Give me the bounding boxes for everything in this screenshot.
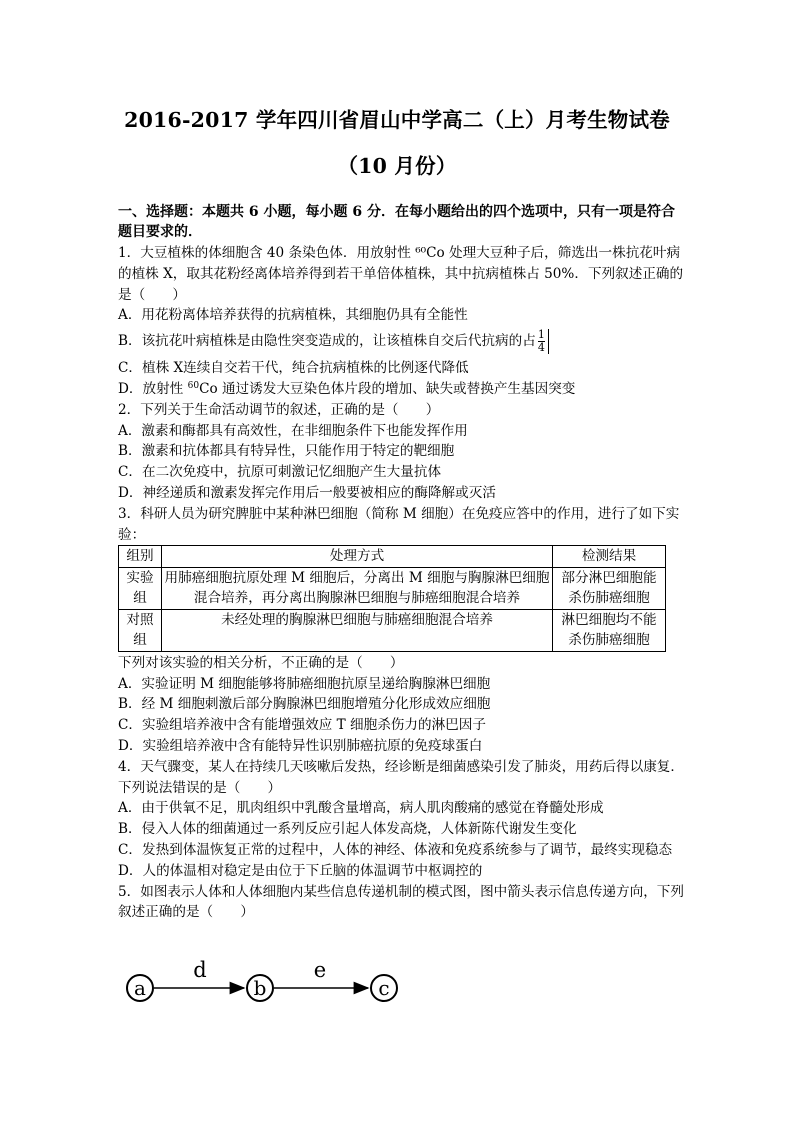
table-cell: 淋巴细胞均不能杀伤肺癌细胞: [553, 609, 666, 651]
q1-option-b-text: B．该抗花叶病植株是由隐性突变造成的，让该植株自交后代抗病的占: [118, 333, 536, 350]
q1-option-d-pre: D．放射性: [118, 380, 188, 397]
q4-option-c: C．发热到体温恢复正常的过程中，人体的神经、体液和免疫系统参与了调节，最终实现稳态: [118, 842, 673, 859]
q5-stem: 5．如图表示人体和人体细胞内某些信息传递机制的模式图，图中箭头表示信息传递方向，下列叙述正确的是（ ）: [118, 883, 684, 921]
table-header-row: [119, 546, 666, 568]
table-cell: 对照组: [119, 609, 162, 651]
q1-option-a: A．用花粉离体培养获得的抗病植株，其细胞仍具有全能性: [118, 307, 468, 324]
q2-option-c: C．在二次免疫中，抗原可刺激记忆细胞产生大量抗体: [118, 464, 442, 481]
node-a-label: a: [134, 976, 146, 1000]
q1-option-c: C．植株 X连续自交若干代，纯合抗病植株的比例逐代降低: [118, 360, 469, 377]
signal-diagram: [118, 955, 438, 1015]
section-heading: 一、选择题：本题共 6 小题，每小题 6 分．在每小题给出的四个选项中，只有一项是符合题目要求的．: [118, 204, 675, 240]
q3-stem: 3．科研人员为研究脾脏中某种淋巴细胞（简称 M 细胞）在免疫应答中的作用，进行了如下实验：: [118, 505, 680, 543]
questions: [118, 243, 686, 923]
q3-option-b: B．经 M 细胞刺激后部分胸腺淋巴细胞增殖分化形成效应细胞: [118, 696, 491, 713]
edge-d-label: d: [193, 958, 207, 982]
q1-option-d-post: Co 通过诱发大豆染色体片段的增加、缺失或替换产生基因突变: [199, 380, 576, 397]
q4-option-b: B．侵入人体的细菌通过一系列反应引起人体发高烧，人体新陈代谢发生变化: [118, 821, 577, 838]
q4-stem: 4．天气骤变，某人在持续几天咳嗽后发热，经诊断是细菌感染引发了肺炎，用药后得以康复．下列说法错误的是（ ）: [118, 758, 684, 796]
table-row: [119, 567, 666, 609]
table-cell: 未经处理的胸腺淋巴细胞与肺癌细胞混合培养: [162, 609, 553, 651]
table-cell: 实验组: [119, 567, 162, 609]
superscript: 60: [187, 380, 200, 391]
node-c-label: c: [378, 976, 390, 1000]
node-b-label: b: [253, 976, 267, 1000]
q4-option-a: A．由于供氧不足，肌肉组织中乳酸含量增高，病人肌肉酸痛的感觉在脊髓处形成: [118, 800, 604, 817]
fraction: [537, 329, 549, 354]
table-header: 组别: [119, 546, 162, 568]
table-row: [119, 609, 666, 651]
table-header: 检测结果: [553, 546, 666, 568]
q2-option-a: A．激素和酶都具有高效性，在非细胞条件下也能发挥作用: [118, 422, 468, 439]
q2-option-d: D．神经递质和激素发挥完作用后一般要被相应的酶降解或灭活: [118, 484, 496, 501]
table-cell: 用肺癌细胞抗原处理 M 细胞后，分离出 M 细胞与胸腺淋巴细胞混合培养，再分离出胸腺淋巴细胞与肺癌细胞混合培养: [162, 567, 553, 609]
q3-after: 下列对该实验的相关分析，不正确的是（ ）: [118, 654, 404, 671]
node-a: [127, 975, 153, 1001]
node-c: [371, 975, 397, 1001]
fraction-numerator: 1: [537, 328, 545, 342]
q1-stem: 1．大豆植株的体细胞含 40 条染色体．用放射性 ⁶⁰Co 处理大豆种子后，筛选出一株抗花叶病的植株 X，取其花粉经离体培养得到若干单倍体植株，其中抗病植株占 50%．下列叙述正确的是（ ）: [118, 245, 684, 303]
q2-option-b: B．激素和抗体都具有特异性，只能作用于特定的靶细胞: [118, 443, 455, 460]
edge-e-label: e: [313, 958, 327, 982]
q2-stem: 2．下列关于生命活动调节的叙述，正确的是（ ）: [118, 401, 440, 418]
page-title: 2016-2017 学年四川省眉山中学高二（上）月考生物试卷（10 月份）: [124, 108, 670, 178]
q1-option-b: [118, 326, 686, 356]
node-b: [247, 975, 273, 1001]
q3-option-a: A．实验证明 M 细胞能够将肺癌细胞抗原呈递给胸腺淋巴细胞: [118, 675, 491, 692]
table-header: 处理方式: [162, 546, 553, 568]
q3-option-d: D．实验组培养液中含有能特异性识别肺癌抗原的免疫球蛋白: [118, 738, 483, 755]
experiment-table: [118, 545, 666, 652]
fraction-denominator: 4: [537, 341, 545, 355]
q4-option-d: D．人的体温相对稳定是由位于下丘脑的体温调节中枢调控的: [118, 862, 483, 879]
q3-option-c: C．实验组培养液中含有能增强效应 T 细胞杀伤力的淋巴因子: [118, 717, 486, 734]
table-cell: 部分淋巴细胞能杀伤肺癌细胞: [553, 567, 666, 609]
q1-option-d: [118, 379, 686, 400]
